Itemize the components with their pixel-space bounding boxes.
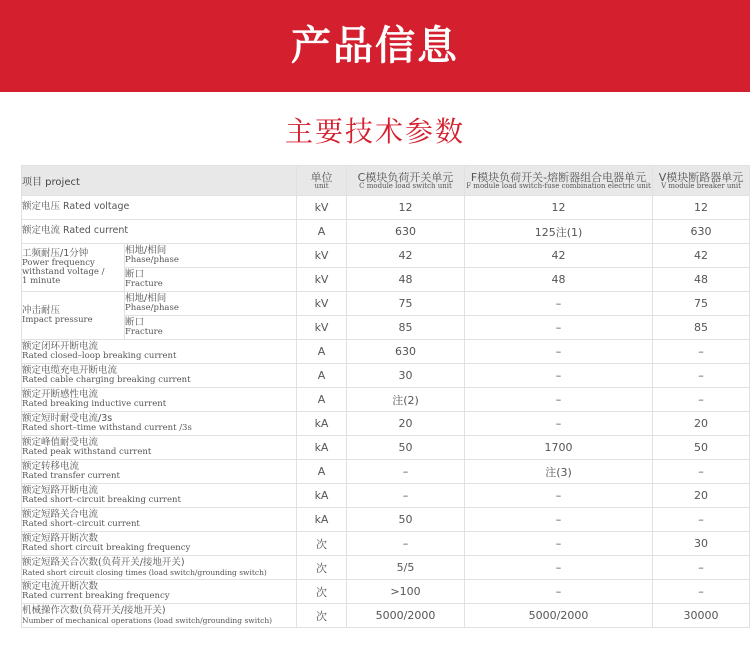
cell-unit: 次 bbox=[297, 532, 347, 556]
header-unit-en: unit bbox=[314, 181, 329, 190]
cell-unit: kV bbox=[297, 292, 347, 316]
cell-v: 75 bbox=[653, 292, 750, 316]
table-row bbox=[22, 412, 750, 436]
cell-unit: 次 bbox=[297, 604, 347, 628]
row-label bbox=[22, 580, 297, 604]
table-row bbox=[22, 220, 750, 244]
cell-v: – bbox=[653, 556, 750, 580]
cell-v: 30000 bbox=[653, 604, 750, 628]
table-row bbox=[22, 532, 750, 556]
cell-f: – bbox=[465, 556, 653, 580]
cell-v: 12 bbox=[653, 196, 750, 220]
row-label: 额定电压 Rated voltage bbox=[22, 196, 297, 220]
row-label bbox=[22, 556, 297, 580]
row-label-en: 1 minute bbox=[22, 276, 61, 287]
cell-f: – bbox=[465, 316, 653, 340]
cell-c: – bbox=[347, 532, 465, 556]
cell-unit: kV bbox=[297, 244, 347, 268]
row-label bbox=[22, 508, 297, 532]
header-v-module bbox=[653, 166, 750, 196]
cell-c: 85 bbox=[347, 316, 465, 340]
sub-label-en: Fracture bbox=[125, 279, 163, 290]
table-row bbox=[22, 604, 750, 628]
row-label bbox=[22, 292, 125, 340]
cell-unit: 次 bbox=[297, 580, 347, 604]
cell-f: 1700 bbox=[465, 436, 653, 460]
cell-c: 50 bbox=[347, 436, 465, 460]
sub-label-zh: 相地/相间 bbox=[125, 293, 167, 305]
row-label-zh: 额定峰值耐受电流 bbox=[22, 436, 99, 448]
cell-unit: A bbox=[297, 460, 347, 484]
cell-v: 30 bbox=[653, 532, 750, 556]
row-label: 额定电流 Rated current bbox=[22, 220, 297, 244]
section-title: 主要技术参数 bbox=[284, 115, 465, 148]
table-row bbox=[22, 556, 750, 580]
header-item: 项目 project bbox=[22, 166, 297, 196]
row-label-zh: 额定电缆充电开断电流 bbox=[22, 364, 118, 376]
header-c-zh: C模块负荷开关单元 bbox=[357, 170, 454, 184]
row-label-zh: 冲击耐压 bbox=[22, 304, 61, 316]
table-row bbox=[22, 292, 750, 316]
cell-f: 注(3) bbox=[465, 460, 653, 484]
row-label-en: Rated current breaking frequency bbox=[22, 591, 170, 602]
cell-c: 75 bbox=[347, 292, 465, 316]
row-label-en: Rated short–time withstand current /3s bbox=[22, 423, 192, 434]
row-label-en: Rated cable charging breaking current bbox=[22, 375, 191, 386]
table-row bbox=[22, 340, 750, 364]
sub-label-zh: 断口 bbox=[125, 269, 145, 281]
sub-label bbox=[125, 268, 297, 292]
sub-label-zh: 断口 bbox=[125, 317, 145, 329]
header-v-zh: V模块断路器单元 bbox=[658, 170, 744, 184]
cell-f: – bbox=[465, 292, 653, 316]
cell-v: 42 bbox=[653, 244, 750, 268]
cell-unit: kA bbox=[297, 484, 347, 508]
row-label-zh: 额定短路关合次数(负荷开关/接地开关) bbox=[22, 557, 185, 569]
row-label bbox=[22, 484, 297, 508]
cell-v: 20 bbox=[653, 412, 750, 436]
cell-f: 125注(1) bbox=[465, 220, 653, 244]
table-row bbox=[22, 484, 750, 508]
header-f-en: F module load switch-fuse combination electric unit bbox=[466, 181, 651, 190]
table-row bbox=[22, 460, 750, 484]
header-unit bbox=[297, 166, 347, 196]
cell-f: – bbox=[465, 580, 653, 604]
row-label-en: Power frequency bbox=[22, 257, 95, 268]
cell-c: 12 bbox=[347, 196, 465, 220]
cell-f: – bbox=[465, 412, 653, 436]
spec-table bbox=[21, 165, 750, 628]
row-label-zh: 额定短路开断电流 bbox=[22, 484, 99, 496]
table-row bbox=[22, 244, 750, 268]
row-label bbox=[22, 532, 297, 556]
cell-f: 5000/2000 bbox=[465, 604, 653, 628]
row-label-en: Rated short–circuit current bbox=[22, 519, 140, 530]
row-label-en: Rated short–circuit breaking current bbox=[22, 495, 181, 506]
cell-v: – bbox=[653, 460, 750, 484]
row-label bbox=[22, 340, 297, 364]
cell-c: 630 bbox=[347, 220, 465, 244]
table-row bbox=[22, 388, 750, 412]
row-label-en: Rated peak withstand current bbox=[22, 447, 152, 458]
cell-f: 48 bbox=[465, 268, 653, 292]
row-label-en: Rated transfer current bbox=[22, 471, 120, 482]
cell-unit: A bbox=[297, 340, 347, 364]
cell-unit: A bbox=[297, 388, 347, 412]
table-header-row bbox=[22, 166, 750, 196]
cell-unit: 次 bbox=[297, 556, 347, 580]
cell-unit: A bbox=[297, 220, 347, 244]
row-label-en: withstand voltage / bbox=[22, 267, 105, 278]
sub-label-en: Phase/phase bbox=[125, 255, 179, 266]
row-label-zh: 额定短路关合电流 bbox=[22, 508, 99, 520]
row-label-zh: 额定短路开断次数 bbox=[22, 532, 99, 544]
cell-v: 630 bbox=[653, 220, 750, 244]
header-c-module bbox=[347, 166, 465, 196]
row-label-zh: 额定开断感性电流 bbox=[22, 388, 99, 400]
row-label bbox=[22, 436, 297, 460]
cell-unit: kV bbox=[297, 316, 347, 340]
cell-c: 50 bbox=[347, 508, 465, 532]
row-label bbox=[22, 412, 297, 436]
row-label-en: Rated short circuit closing times (load switch/grounding switch) bbox=[22, 567, 267, 577]
cell-f: – bbox=[465, 340, 653, 364]
cell-unit: kV bbox=[297, 268, 347, 292]
cell-c: 42 bbox=[347, 244, 465, 268]
row-label bbox=[22, 244, 125, 292]
header-unit-zh: 单位 bbox=[310, 170, 333, 184]
table-row bbox=[22, 580, 750, 604]
row-label-en: Impact pressure bbox=[22, 315, 93, 326]
sub-label-en: Phase/phase bbox=[125, 303, 179, 314]
cell-v: 48 bbox=[653, 268, 750, 292]
cell-c: 5000/2000 bbox=[347, 604, 465, 628]
cell-c: >100 bbox=[347, 580, 465, 604]
cell-c: 30 bbox=[347, 364, 465, 388]
sub-label-zh: 相地/相间 bbox=[125, 245, 167, 257]
cell-v: 20 bbox=[653, 484, 750, 508]
cell-c: – bbox=[347, 484, 465, 508]
cell-v: – bbox=[653, 388, 750, 412]
table-row bbox=[22, 268, 750, 292]
row-label bbox=[22, 388, 297, 412]
cell-f: – bbox=[465, 484, 653, 508]
cell-f: 12 bbox=[465, 196, 653, 220]
cell-c: – bbox=[347, 460, 465, 484]
header-f-zh: F模块负荷开关-熔断器组合电器单元 bbox=[470, 170, 647, 184]
cell-f: – bbox=[465, 388, 653, 412]
row-label-en: Rated breaking inductive current bbox=[22, 399, 167, 410]
row-label bbox=[22, 604, 297, 628]
row-label-en: Number of mechanical operations (load switch/grounding switch) bbox=[22, 615, 273, 625]
cell-c: 5/5 bbox=[347, 556, 465, 580]
cell-unit: kV bbox=[297, 196, 347, 220]
cell-unit: A bbox=[297, 364, 347, 388]
sub-label bbox=[125, 316, 297, 340]
cell-v: – bbox=[653, 508, 750, 532]
cell-v: 50 bbox=[653, 436, 750, 460]
row-label-zh: 额定短时耐受电流/3s bbox=[22, 412, 113, 424]
row-label-zh: 额定闭环开断电流 bbox=[22, 340, 99, 352]
row-label-zh: 机械操作次数(负荷开关/接地开关) bbox=[22, 605, 166, 617]
cell-f: 42 bbox=[465, 244, 653, 268]
cell-v: – bbox=[653, 340, 750, 364]
cell-f: – bbox=[465, 364, 653, 388]
cell-c: 48 bbox=[347, 268, 465, 292]
row-label-zh: 额定转移电流 bbox=[22, 460, 80, 472]
cell-f: – bbox=[465, 508, 653, 532]
cell-c: 20 bbox=[347, 412, 465, 436]
table-row bbox=[22, 508, 750, 532]
header-f-module bbox=[465, 166, 653, 196]
cell-v: – bbox=[653, 364, 750, 388]
cell-unit: kA bbox=[297, 508, 347, 532]
cell-f: – bbox=[465, 532, 653, 556]
row-label-zh: 额定电流开断次数 bbox=[22, 580, 99, 592]
row-label-zh: 工频耐压/1分钟 bbox=[22, 247, 89, 259]
header-c-en: C module load switch unit bbox=[359, 181, 452, 190]
table-row bbox=[22, 196, 750, 220]
cell-v: – bbox=[653, 580, 750, 604]
row-label-en: Rated short circuit breaking frequency bbox=[22, 543, 191, 554]
cell-c: 注(2) bbox=[347, 388, 465, 412]
sub-label-en: Fracture bbox=[125, 327, 163, 338]
sub-label bbox=[125, 292, 297, 316]
cell-v: 85 bbox=[653, 316, 750, 340]
table-row bbox=[22, 364, 750, 388]
sub-label bbox=[125, 244, 297, 268]
cell-c: 630 bbox=[347, 340, 465, 364]
row-label bbox=[22, 364, 297, 388]
table-row bbox=[22, 436, 750, 460]
table-row bbox=[22, 316, 750, 340]
cell-unit: kA bbox=[297, 412, 347, 436]
header-v-en: V module breaker unit bbox=[661, 181, 741, 190]
row-label-en: Rated closed–loop breaking current bbox=[22, 351, 177, 362]
page-title: 产品信息 bbox=[291, 23, 459, 69]
row-label bbox=[22, 460, 297, 484]
cell-unit: kA bbox=[297, 436, 347, 460]
